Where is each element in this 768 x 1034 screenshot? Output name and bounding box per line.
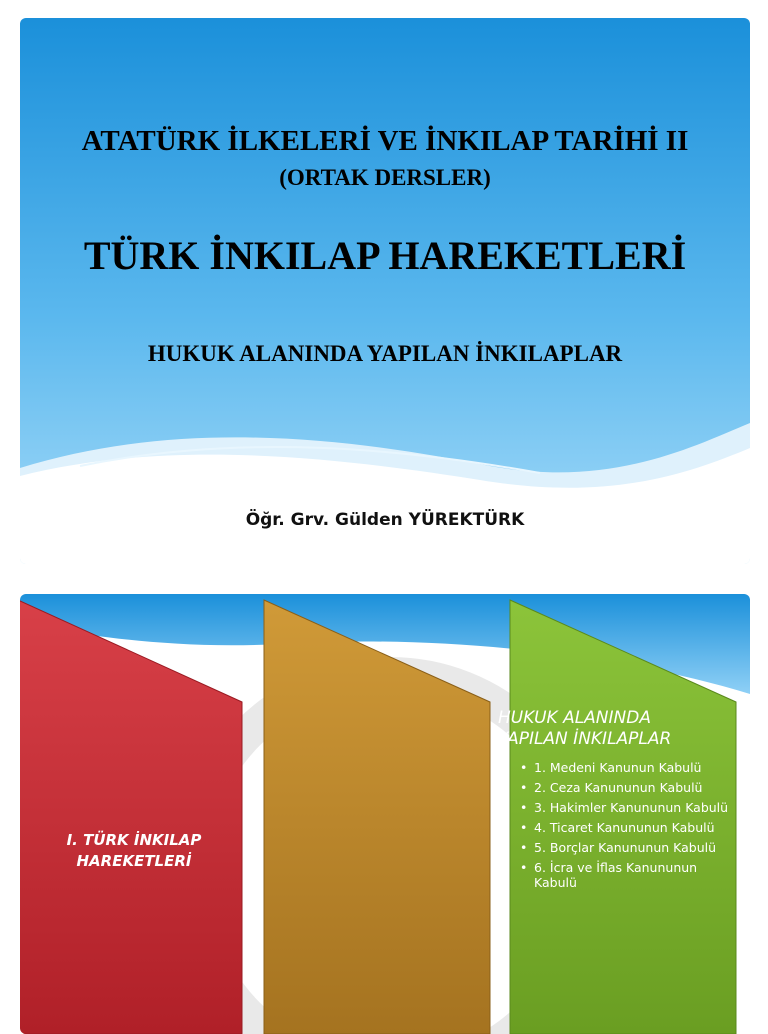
sky-background <box>20 18 750 564</box>
course-title: ATATÜRK İLKELERİ VE İNKILAP TARİHİ II <box>81 125 689 157</box>
title-slide <box>20 18 750 564</box>
author-name: Öğr. Grv. Gülden YÜREKTÜRK <box>245 510 525 530</box>
list-item: • 2. Ceza Kanununun Kabulü <box>518 780 730 795</box>
red-chevron-label: I. TÜRK İNKILAP HAREKETLERİ <box>66 831 202 870</box>
green-chevron-title: HUKUK ALANINDA YAPILAN İNKILAPLAR <box>498 708 672 749</box>
main-title: TÜRK İNKILAP HAREKETLERİ <box>83 233 687 278</box>
list-item: • 3. Hakimler Kanununun Kabulü <box>518 800 730 815</box>
list-item: • 1. Medeni Kanunun Kabulü <box>518 760 730 775</box>
gold-chevron <box>264 600 490 1034</box>
topic-title: HUKUK ALANINDA YAPILAN İNKILAPLAR <box>147 341 623 366</box>
list-item: • 4. Ticaret Kanununun Kabulü <box>518 820 730 835</box>
red-chevron <box>20 600 242 1034</box>
course-subtitle: (ORTAK DERSLER) <box>279 165 491 190</box>
reform-list <box>518 760 730 895</box>
list-item: • 6. İcra ve İflas Kanununun Kabulü <box>518 860 730 890</box>
list-item: • 5. Borçlar Kanununun Kabulü <box>518 840 730 855</box>
